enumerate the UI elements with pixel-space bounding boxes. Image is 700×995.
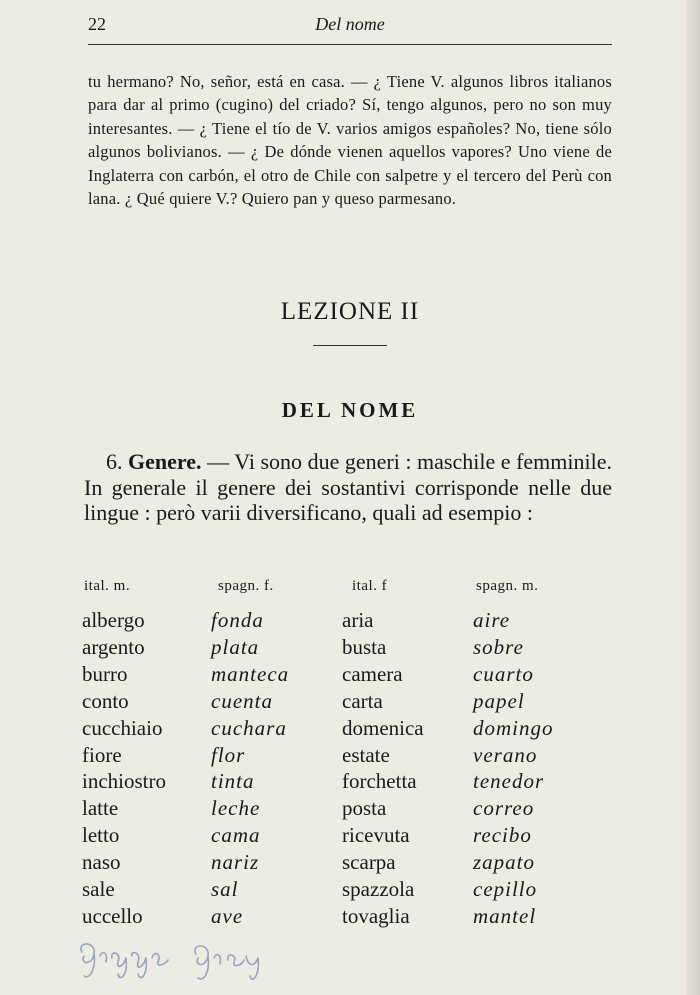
vocab-word-ital-m: albergo	[82, 608, 145, 632]
section-title: DEL NOME	[281, 398, 419, 422]
vocab-word-spagn-m: sobre	[473, 634, 524, 659]
vocab-word-spagn-f: ave	[211, 903, 244, 928]
header-rule	[88, 44, 612, 45]
vocab-word-ital-m: cucchiaio	[82, 715, 163, 740]
vocab-word-ital-f: estate	[342, 742, 390, 767]
vocab-word-spagn-f: cuchara	[211, 715, 287, 740]
paragraph-number: 6.	[106, 449, 123, 474]
vocab-header-ital-f: ital. f	[352, 578, 388, 594]
vocab-word-spagn-m: cepillo	[473, 877, 538, 901]
vocab-word-ital-m: letto	[82, 823, 120, 848]
vocab-word-spagn-f: manteca	[211, 661, 290, 686]
vocab-word-spagn-f: leche	[211, 796, 261, 821]
vocab-word-ital-f: carta	[342, 688, 383, 713]
vocab-row	[82, 877, 622, 904]
vocab-word-spagn-m: cuarto	[473, 661, 534, 686]
vocab-word-ital-f: camera	[342, 661, 403, 686]
vocab-word-spagn-f: plata	[211, 634, 260, 659]
vocab-word-ital-m: uccello	[82, 903, 143, 928]
vocab-word-ital-m: naso	[82, 850, 121, 875]
vocab-row	[82, 689, 622, 716]
vocab-word-spagn-f: nariz	[211, 850, 260, 875]
vocab-word-spagn-f: sal	[211, 877, 239, 901]
genere-paragraph	[84, 449, 612, 526]
vocab-word-ital-m: argento	[82, 634, 145, 659]
paragraph-term: Genere.	[128, 449, 202, 474]
vocab-word-spagn-f: tinta	[211, 769, 255, 794]
vocab-word-ital-f: tovaglia	[342, 903, 410, 928]
vocab-header-ital-m: ital. m.	[84, 578, 131, 594]
vocab-word-spagn-m: papel	[473, 688, 525, 713]
vocab-word-ital-f: busta	[342, 634, 387, 659]
vocab-word-ital-m: inchiostro	[82, 769, 166, 794]
vocab-word-ital-m: burro	[82, 661, 128, 686]
vocab-word-ital-f: posta	[342, 796, 387, 821]
page-edge	[686, 0, 700, 995]
vocab-row	[82, 743, 622, 770]
vocab-row	[82, 850, 622, 877]
vocab-word-ital-f: scarpa	[342, 850, 396, 875]
vocab-word-ital-f: domenica	[342, 715, 424, 740]
running-header	[88, 14, 612, 40]
vocab-word-ital-f: spazzola	[342, 877, 415, 901]
vocab-row	[82, 635, 622, 662]
vocab-word-spagn-m: tenedor	[473, 769, 545, 794]
vocab-row	[82, 608, 622, 635]
lesson-title: LEZIONE II	[280, 298, 420, 325]
vocab-word-spagn-m: correo	[473, 796, 535, 821]
vocab-word-spagn-m: verano	[473, 742, 538, 767]
page-number: 22	[88, 14, 106, 34]
vocab-word-spagn-f: cuenta	[211, 688, 273, 713]
vocab-word-ital-m: latte	[82, 796, 119, 821]
vocab-row	[82, 904, 622, 931]
vocab-word-spagn-f: fonda	[211, 608, 264, 632]
running-title: Del nome	[315, 14, 385, 34]
vocab-row	[82, 716, 622, 743]
vocab-word-ital-m: sale	[82, 877, 115, 901]
vocab-word-ital-f: aria	[342, 608, 374, 632]
vocab-word-ital-f: forchetta	[342, 769, 417, 794]
lesson-divider	[313, 345, 387, 346]
vocab-word-spagn-f: cama	[211, 823, 261, 848]
vocab-header-spagn-f: spagn. f.	[218, 578, 274, 594]
vocab-word-spagn-m: aire	[473, 608, 511, 632]
pencil-scribble	[74, 932, 274, 987]
vocab-row	[82, 662, 622, 689]
vocab-word-ital-f: ricevuta	[342, 823, 410, 848]
vocab-word-spagn-m: recibo	[473, 823, 532, 848]
vocab-row	[82, 769, 622, 796]
vocab-word-ital-m: fiore	[82, 742, 122, 767]
vocab-header-spagn-m: spagn. m.	[476, 578, 539, 594]
vocab-row	[82, 796, 622, 823]
intro-text: tu hermano? No, señor, está en casa. — ¿ Tiene V. algunos libros italianos para dar al primo (cugino) del criado? Sí, tengo algunos, pero no son muy interesantes. — ¿ Tiene el tío de V. varios amigos españoles? No, tiene sólo algunos bolivianos. — ¿ De dónde vienen aquellos vapores? Uno viene de Inglaterra con carbón, el otro de Chile con salpetre y el tercero del Perù con lana. ¿ Qué quiere V.? Quiero pan y queso parmesano.	[88, 72, 612, 209]
vocab-word-spagn-m: zapato	[473, 850, 536, 875]
vocab-word-spagn-m: mantel	[473, 903, 537, 928]
vocab-row	[82, 823, 622, 850]
vocab-word-spagn-f: flor	[211, 742, 246, 767]
vocab-word-ital-m: conto	[82, 688, 129, 713]
vocab-word-spagn-m: domingo	[473, 715, 554, 740]
paragraph-text: — Vi sono due generi : maschile e femminile. In generale il genere dei sostantivi corrisponde nelle due lingue : però varii diversificano, quali ad esempio :	[84, 449, 613, 526]
